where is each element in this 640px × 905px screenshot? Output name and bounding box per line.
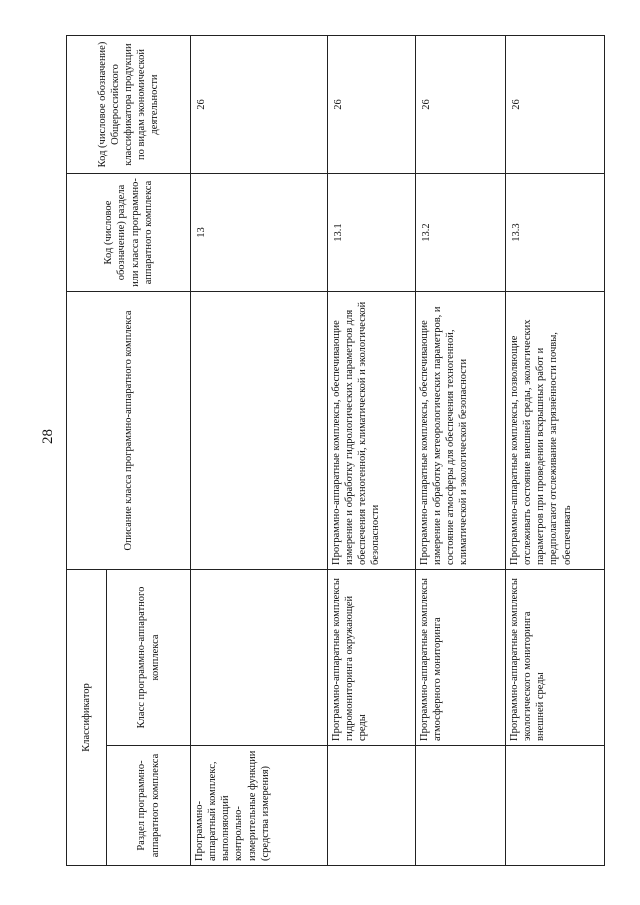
cell-okpd: 26 bbox=[506, 36, 605, 174]
cell-okpd: 26 bbox=[191, 36, 328, 174]
cell-code: 13.1 bbox=[328, 174, 416, 292]
cell-okpd: 26 bbox=[328, 36, 416, 174]
cell-section: Программно-аппаратный комплекс, выполняющий контрольно-измерительные функции (средства измерения) bbox=[191, 746, 328, 866]
cell-class: Программно-аппаратные комплексы атмосферного мониторинга bbox=[416, 570, 506, 746]
table-row bbox=[328, 36, 416, 866]
cell-section bbox=[506, 746, 605, 866]
cell-class bbox=[191, 570, 328, 746]
cell-section bbox=[416, 746, 506, 866]
cell-code: 13 bbox=[191, 174, 328, 292]
cell-description bbox=[191, 292, 328, 570]
cell-okpd: 26 bbox=[416, 36, 506, 174]
cell-description: Программно-аппаратные комплексы, обеспечивающие измерение и обработку метеорологических параметров, и состояние атмосферы для обеспечения техногенной, климатической и экологической безопасности bbox=[416, 292, 506, 570]
table-row bbox=[416, 36, 506, 866]
header-row-1 bbox=[67, 36, 107, 866]
page-number: 28 bbox=[40, 429, 56, 444]
classifier-table bbox=[66, 35, 605, 866]
cell-description: Программно-аппаратные комплексы, позволяющие отслеживать состояние внешней среды, экологических параметров при проведении вскрышных работ и предполагают отслеживание загрязнённости почвы, обеспечивать bbox=[506, 292, 605, 570]
cell-class: Программно-аппаратные комплексы экологического мониторинга внешней среды bbox=[506, 570, 605, 746]
cell-section bbox=[328, 746, 416, 866]
cell-code: 13.2 bbox=[416, 174, 506, 292]
cell-code: 13.3 bbox=[506, 174, 605, 292]
cell-description: Программно-аппаратные комплексы, обеспечивающие измерение и обработку гидрологических параметров для обеспечения техногенной, климатической и экологической безопасности bbox=[328, 292, 416, 570]
header-code-okpd: Код (числовое обозначение) Общероссийского классификатора продукции по видам экономической деятельности bbox=[67, 36, 191, 174]
header-section: Раздел программно-аппаратного комплекса bbox=[107, 746, 191, 866]
header-class: Класс программно-аппаратного комплекса bbox=[107, 570, 191, 746]
header-code-section: Код (числовое обозначение) раздела или класса программно-аппаратного комплекса bbox=[67, 174, 191, 292]
header-description: Описание класса программно-аппаратного комплекса bbox=[67, 292, 191, 570]
table-row bbox=[506, 36, 605, 866]
cell-class: Программно-аппаратные комплексы гидромониторинга окружающей среды bbox=[328, 570, 416, 746]
rotated-table-container bbox=[66, 36, 604, 866]
header-classifier: Классификатор bbox=[67, 570, 107, 866]
table-row bbox=[191, 36, 328, 866]
